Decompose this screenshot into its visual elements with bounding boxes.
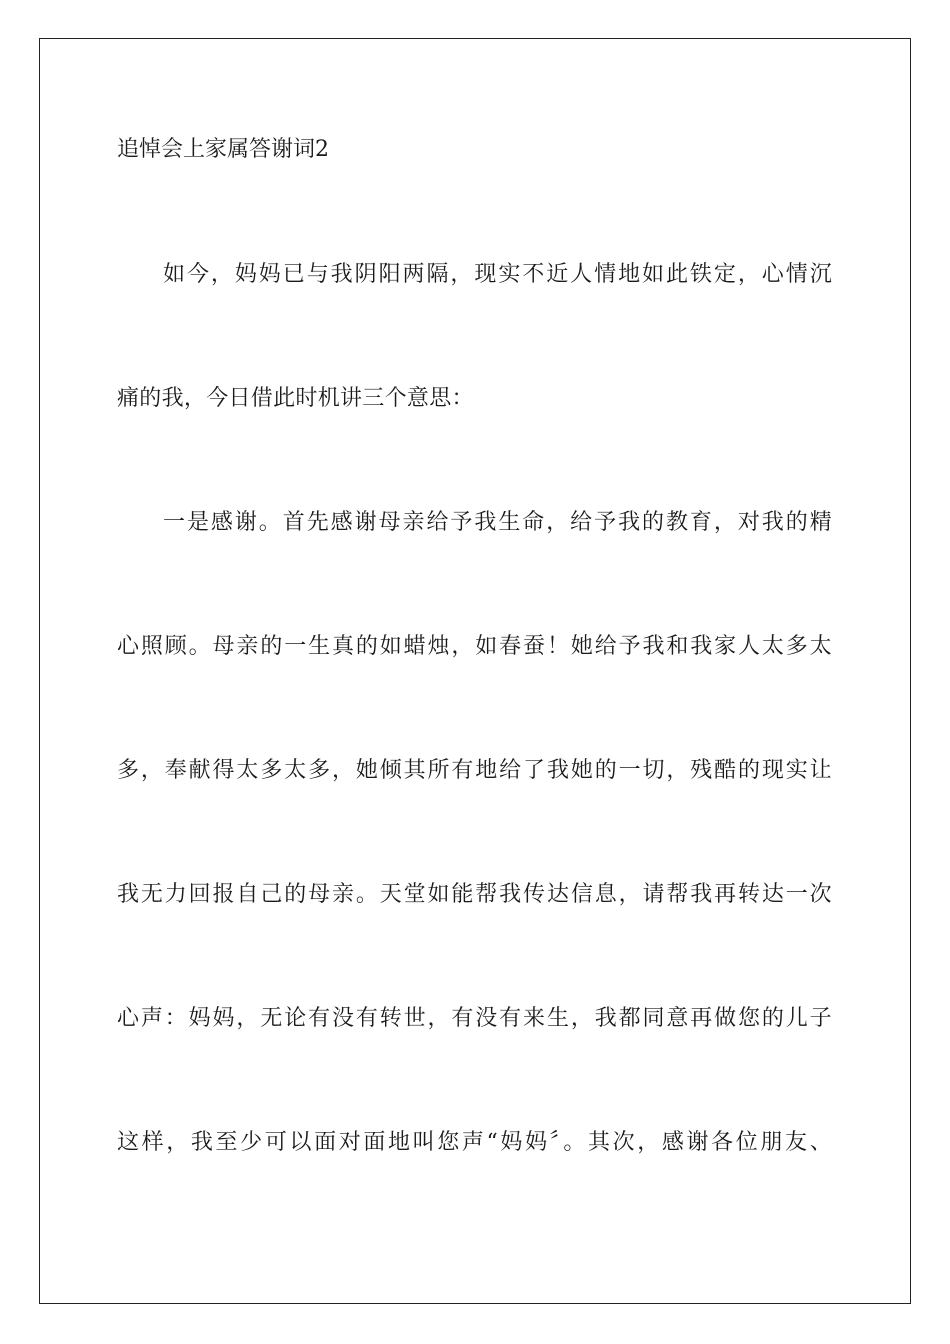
paragraph-2-line-1: 一是感谢。首先感谢母亲给予我生命，给予我的教育，对我的精	[163, 510, 832, 535]
paragraph-2-line-2: 心照顾。母亲的一生真的如蜡烛，如春蚕！她给予我和我家人太多太	[117, 634, 832, 659]
paragraph-1-line-2: 痛的我，今日借此时机讲三个意思：	[117, 386, 474, 411]
paragraph-2-line-5: 心声：妈妈，无论有没有转世，有没有来生，我都同意再做您的儿子	[117, 1006, 832, 1031]
paragraph-1-line-1: 如今，妈妈已与我阴阳两隔，现实不近人情地如此铁定，心情沉	[163, 262, 832, 287]
paragraph-2-line-4: 我无力回报自己的母亲。天堂如能帮我传达信息，请帮我再转达一次	[117, 882, 832, 907]
paragraph-2-line-3: 多，奉献得太多太多，她倾其所有地给了我她的一切，残酷的现实让	[117, 758, 832, 783]
paragraph-2-line-6: 这样，我至少可以面对面地叫您声“妈妈〞。其次，感谢各位朋友、	[117, 1130, 832, 1155]
document-title: 追悼会上家属答谢词2	[117, 137, 329, 162]
page-border	[39, 38, 911, 1304]
